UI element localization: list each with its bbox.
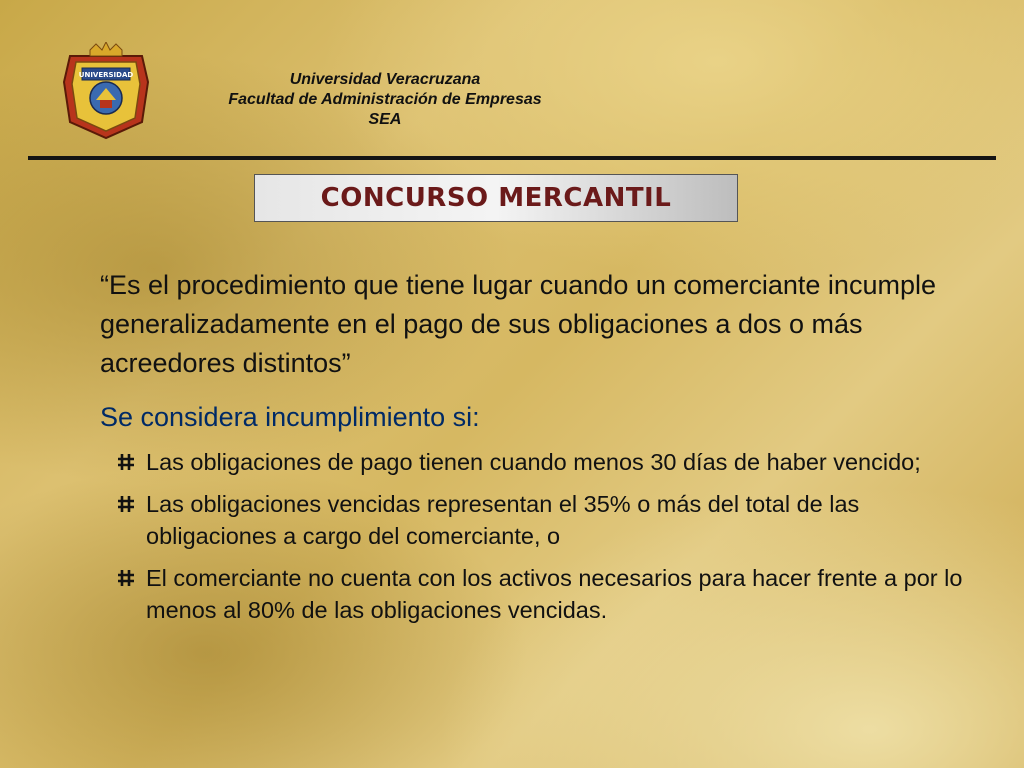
faculty-name: Facultad de Administración de Empresas [228,91,542,108]
logo-top-text: UNIVERSIDAD [78,71,134,79]
university-name: Universidad Veracruzana [289,71,481,88]
institution-header [180,70,590,130]
system-name: SEA [368,111,402,128]
criteria-list [110,446,970,636]
hash-bullet-icon [116,452,136,472]
list-item [110,488,970,552]
slide-title: CONCURSO MERCANTIL [320,183,672,213]
list-item [110,446,970,478]
hash-bullet-icon [116,568,136,588]
slide-title-box [254,174,738,222]
list-item [110,562,970,626]
criteria-heading: Se considera incumplimiento si: [100,402,480,432]
list-item-text: El comerciante no cuenta con los activos necesarios para hacer frente a por lo menos al 80% de las obligaciones vencidas. [146,565,963,623]
header-divider [28,156,996,160]
list-item-text: Las obligaciones vencidas representan el 35% o más del total de las obligaciones a cargo del comerciante, o [146,491,860,549]
university-seal-icon [60,42,152,140]
definition-quote: “Es el procedimiento que tiene lugar cuando un comerciante incumple generalizadamente en el pago de sus obligaciones a dos o más acreedores distintos” [100,270,936,378]
hash-bullet-icon [116,494,136,514]
list-item-text: Las obligaciones de pago tienen cuando menos 30 días de haber vencido; [146,449,921,475]
